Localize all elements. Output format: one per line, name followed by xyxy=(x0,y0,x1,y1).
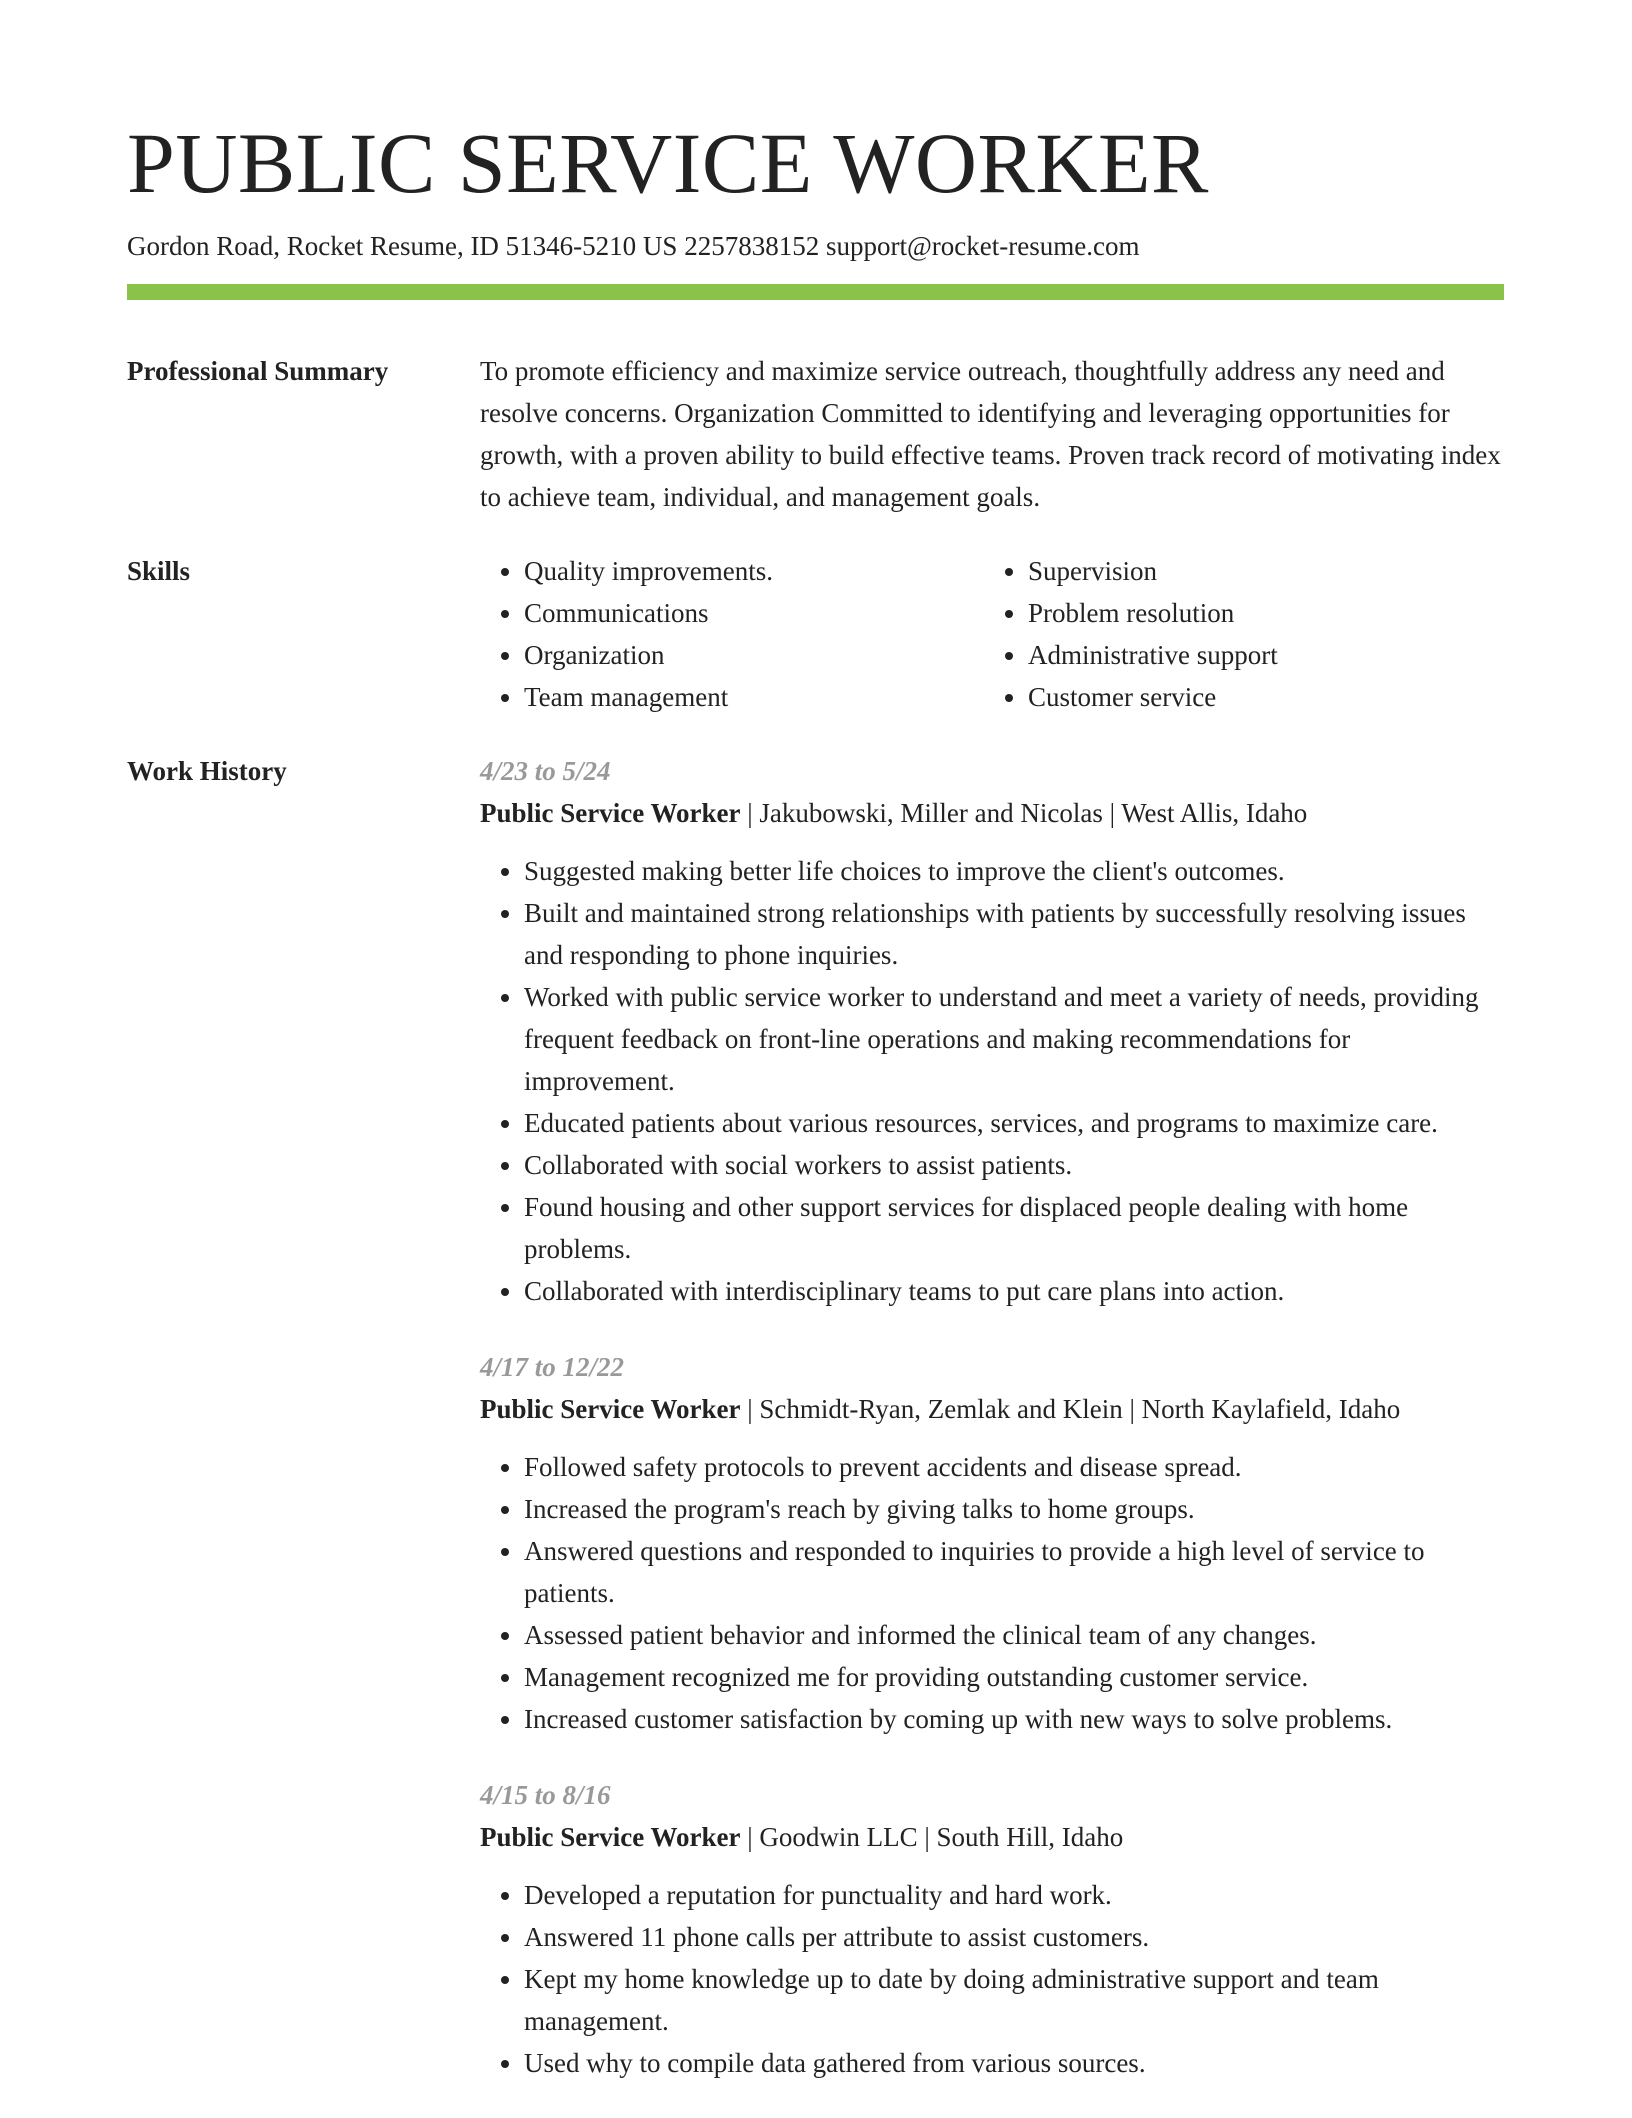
summary-text: To promote efficiency and maximize service outreach, thoughtfully address any need and resolve concerns. Organization Committed to identifying and leveraging opportunities for growth, with a proven ability to build effective teams. Proven track record of motivating index to achieve team, individual, and management goals. xyxy=(480,356,1501,513)
skill-item: • Quality improvements. xyxy=(524,550,984,592)
job-title: Public Service Worker xyxy=(480,1822,741,1853)
job-bullet: • Increased customer satisfaction by coming up with new ways to solve problems. xyxy=(524,1698,1505,1740)
job-title-line xyxy=(480,792,1505,834)
section-label-work-history: Work History xyxy=(127,756,287,787)
job-employer-location: | Schmidt-Ryan, Zemlak and Klein | North Kaylafield, Idaho xyxy=(740,1394,1401,1425)
job-entry xyxy=(480,750,1505,1312)
skill-item: • Problem resolution xyxy=(1028,592,1488,634)
job-title: Public Service Worker xyxy=(480,1394,741,1425)
job-bullet: • Used why to compile data gathered from various sources. xyxy=(524,2042,1505,2084)
job-title-line xyxy=(480,1388,1505,1430)
job-bullet: • Answered 11 phone calls per attribute to assist customers. xyxy=(524,1916,1505,1958)
work-history-body xyxy=(480,750,1505,2118)
skills-list-right xyxy=(984,550,1488,718)
job-bullet: • Answered questions and responded to inquiries to provide a high level of service to patients. xyxy=(524,1530,1505,1614)
job-entry xyxy=(480,1774,1505,2084)
job-dates: 4/15 to 8/16 xyxy=(480,1780,611,1811)
section-label-summary: Professional Summary xyxy=(127,356,389,387)
section-label-skills: Skills xyxy=(127,556,191,587)
job-bullet: • Developed a reputation for punctuality and hard work. xyxy=(524,1874,1505,1916)
job-title-line xyxy=(480,1816,1505,1858)
job-entry xyxy=(480,1346,1505,1740)
job-bullets xyxy=(480,850,1505,1312)
skills-section xyxy=(127,550,1505,718)
skill-item: • Administrative support xyxy=(1028,634,1488,676)
job-bullets xyxy=(480,1446,1505,1740)
job-bullet: • Increased the program's reach by giving talks to home groups. xyxy=(524,1488,1505,1530)
work-history-section xyxy=(127,750,1505,2118)
skill-item: • Organization xyxy=(524,634,984,676)
skills-grid xyxy=(480,550,1505,718)
skill-item: • Communications xyxy=(524,592,984,634)
job-bullet: • Collaborated with social workers to assist patients. xyxy=(524,1144,1505,1186)
skill-item: • Team management xyxy=(524,676,984,718)
skills-list-left xyxy=(480,550,984,718)
job-bullet: • Suggested making better life choices to improve the client's outcomes. xyxy=(524,850,1505,892)
job-bullet: • Built and maintained strong relationships with patients by successfully resolving issues and responding to phone inquiries. xyxy=(524,892,1505,976)
contact-line: Gordon Road, Rocket Resume, ID 51346-5210 US 2257838152 support@rocket-resume.com xyxy=(127,231,1140,261)
job-employer-location: | Jakubowski, Miller and Nicolas | West Allis, Idaho xyxy=(740,798,1308,829)
job-bullet: • Collaborated with interdisciplinary teams to put care plans into action. xyxy=(524,1270,1505,1312)
job-dates: 4/17 to 12/22 xyxy=(480,1352,625,1383)
job-dates: 4/23 to 5/24 xyxy=(480,756,611,787)
job-bullet: • Educated patients about various resources, services, and programs to maximize care. xyxy=(524,1102,1505,1144)
job-bullet: • Worked with public service worker to understand and meet a variety of needs, providing frequent feedback on front-line operations and making recommendations for improvement. xyxy=(524,976,1505,1102)
skill-item: • Supervision xyxy=(1028,550,1488,592)
job-bullet: • Found housing and other support services for displaced people dealing with home problems. xyxy=(524,1186,1505,1270)
accent-divider xyxy=(127,284,1504,300)
skill-item: • Customer service xyxy=(1028,676,1488,718)
summary-section xyxy=(127,350,1505,518)
job-bullets xyxy=(480,1874,1505,2084)
job-bullet: • Kept my home knowledge up to date by doing administrative support and team management. xyxy=(524,1958,1505,2042)
job-title: Public Service Worker xyxy=(480,798,741,829)
job-bullet: • Management recognized me for providing outstanding customer service. xyxy=(524,1656,1505,1698)
job-bullet: • Assessed patient behavior and informed the clinical team of any changes. xyxy=(524,1614,1505,1656)
job-employer-location: | Goodwin LLC | South Hill, Idaho xyxy=(740,1822,1124,1853)
job-bullet: • Followed safety protocols to prevent accidents and disease spread. xyxy=(524,1446,1505,1488)
resume-name: PUBLIC SERVICE WORKER xyxy=(127,115,1209,211)
